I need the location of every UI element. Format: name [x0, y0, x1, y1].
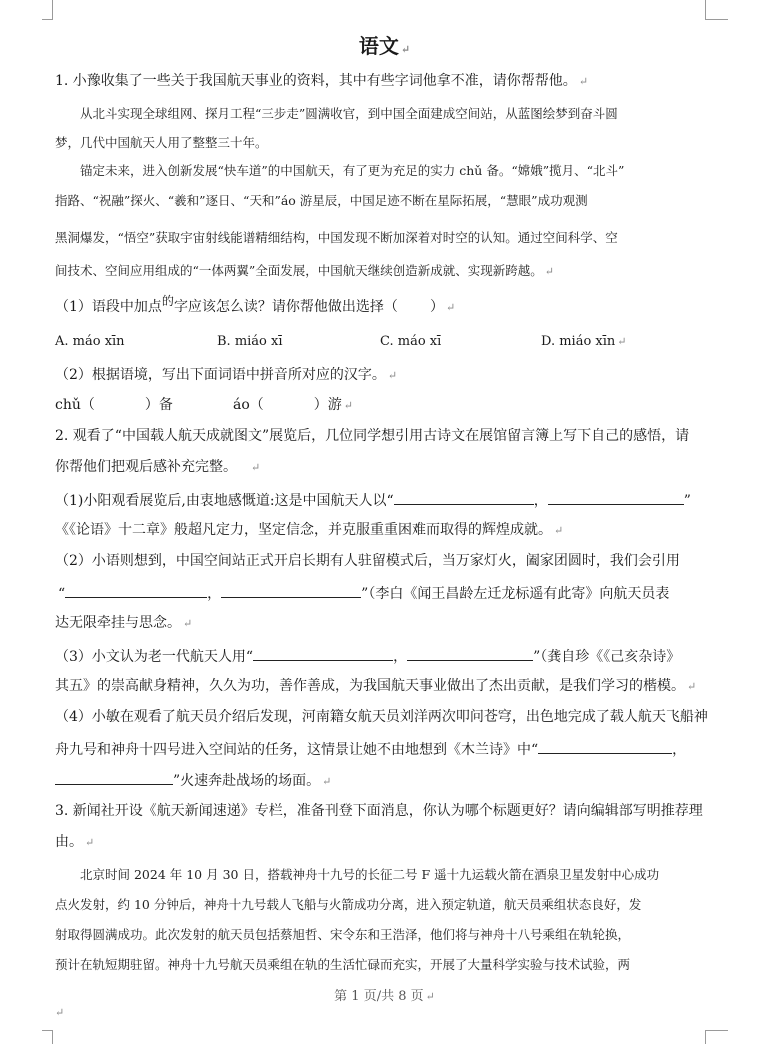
q1-option-a: A. máo xīn [55, 334, 125, 349]
q1-stem: 1. 小豫收集了一些关于我国航天事业的资料，其中有些字词他拿不准，请你帮帮他。 ↵ [55, 73, 589, 89]
q1-fill-ao: áo（ ）游 ↵ [233, 397, 353, 413]
q1-sub1: （1）语段中加点的字应该怎么读？请你帮他做出选择（ ） ↵ [55, 294, 456, 315]
answer-blank[interactable] [253, 646, 393, 661]
q1-option-b: B. miáo xī [217, 334, 283, 349]
paragraph-mark: ↵ [55, 1006, 65, 1019]
q3-stem-line-2: 由。 ↵ [55, 834, 95, 850]
q2-s4-line-1: （4）小敏在观看了航天员介绍后发现，河南籍女航天员刘洋两次叩问苍穹，出色地完成了载人航天飞船神 [55, 709, 708, 725]
page-footer: 第 1 页/共 8 页 ↵ [334, 989, 435, 1004]
q1-passage-line-4: 指路、“祝融”探火、“羲和”逐日、“天和”áo 游星辰，中国足迹不断在星际拓展，“慧眼”成功观测 [55, 193, 588, 208]
q2-s1-line-1: （1)小阳观看展览后,由衷地感慨道:这是中国航天人以“ ， ” [55, 490, 691, 510]
q1-sub2: （2）根据语境，写出下面词语中拼音所对应的汉字。 ↵ [55, 367, 398, 383]
q1-passage-line-5: 黑洞爆发，“悟空”获取宇宙射线能谱精细结构，中国发现不断加深着对时空的认知。通过空间科学、空 [55, 230, 618, 245]
page-title: 语文 ↵ [358, 34, 411, 58]
q2-s2-line-3: 达无限牵挂与思念。 ↵ [55, 615, 193, 631]
q3-news-line-4: 预计在轨短期驻留。神舟十九号航天员乘组在轨的生活忙碌而充实，开展了大量科学实验与技术试验，两 [55, 957, 631, 972]
q1-passage-line-1: 从北斗实现全球组网、探月工程“三步走”圆满收官，到中国全面建成空间站，从蓝图绘梦到奋斗圆 [80, 106, 618, 121]
q2-stem-line-1: 2. 观看了“中国载人航天成就图文”展览后，几位同学想引用古诗文在展馆留言簿上写下自己的感悟，请 [55, 428, 690, 444]
q2-s2-line-2: “ ， ”（李白《闻王昌龄左迁龙标遥有此寄》向航天员表 [58, 583, 669, 603]
q1-passage-line-2: 梦，几代中国航天人用了整整三十年。 [55, 135, 268, 150]
q3-stem-line-1: 3. 新闻社开设《航天新闻速递》专栏，准备刊登下面消息，你认为哪个标题更好？请向编辑部写明推荐理 [55, 803, 703, 819]
crop-mark-top-right [705, 0, 728, 20]
q2-s4-line-3: ”火速奔赴战场的场面。 ↵ [55, 770, 331, 791]
q3-news-line-2: 点火发射，约 10 分钟后，神舟十九号载人飞船与火箭成功分离，进入预定轨道，航天员乘组状态良好，发 [55, 897, 642, 912]
q1-passage-line-6: 间技术、空间应用组成的“一体两翼”全面发展，中国航天继续创造新成就、实现新跨越。 ↵ [55, 263, 555, 278]
q2-s1-line-2: 《《论语》十二章》般超凡定力，坚定信念，并克服重重困难而取得的辉煌成就。 ↵ [55, 522, 564, 538]
q2-stem-line-2: 你帮他们把观后感补充完整。 ↵ [55, 459, 261, 475]
answer-blank[interactable] [548, 490, 684, 505]
answer-blank[interactable] [221, 583, 361, 598]
answer-blank[interactable] [55, 770, 173, 785]
q1-option-c: C. máo xī [380, 334, 442, 349]
answer-blank[interactable] [407, 646, 533, 661]
answer-blank[interactable] [538, 739, 672, 754]
answer-blank[interactable] [65, 583, 207, 598]
answer-blank[interactable] [394, 490, 534, 505]
q3-news-line-3: 射取得圆满成功。此次发射的航天员包括蔡旭哲、宋令东和王浩泽，他们将与神舟十八号乘组在轨轮换， [55, 927, 631, 942]
crop-mark-top-left [42, 0, 53, 20]
q1-passage-line-3: 锚定未来，进入创新发展“快车道”的中国航天，有了更为充足的实力 chǔ 备。“嫦娥”揽月、“北斗” [80, 163, 625, 178]
q2-s3-line-1: （3）小文认为老一代航天人用“ ， ”（龚自珍《《己亥杂诗》 [55, 646, 680, 666]
q1-fill-chu: chǔ（ ）备 [55, 397, 173, 413]
q2-s2-line-1: （2）小语则想到，中国空间站正式开启长期有人驻留模式后，当万家灯火，阖家团圆时，我们会引用 [55, 553, 680, 569]
crop-mark-bottom-left [42, 1030, 53, 1044]
q3-news-line-1: 北京时间 2024 年 10 月 30 日，搭载神舟十九号的长征二号 F 遥十九运载火箭在酒泉卫星发射中心成功 [80, 867, 660, 882]
q1-option-d: D. miáo xīn ↵ [541, 334, 627, 349]
crop-mark-bottom-right [705, 1030, 728, 1044]
q2-s3-line-2: 其五》的崇高献身精神，久久为功，善作善成，为我国航天事业做出了杰出贡献，是我们学习的楷模。 ↵ [55, 678, 697, 694]
q2-s4-line-2: 舟九号和神舟十四号进入空间站的任务，这情景让她不由地想到《木兰诗》中“ ， [55, 739, 686, 759]
